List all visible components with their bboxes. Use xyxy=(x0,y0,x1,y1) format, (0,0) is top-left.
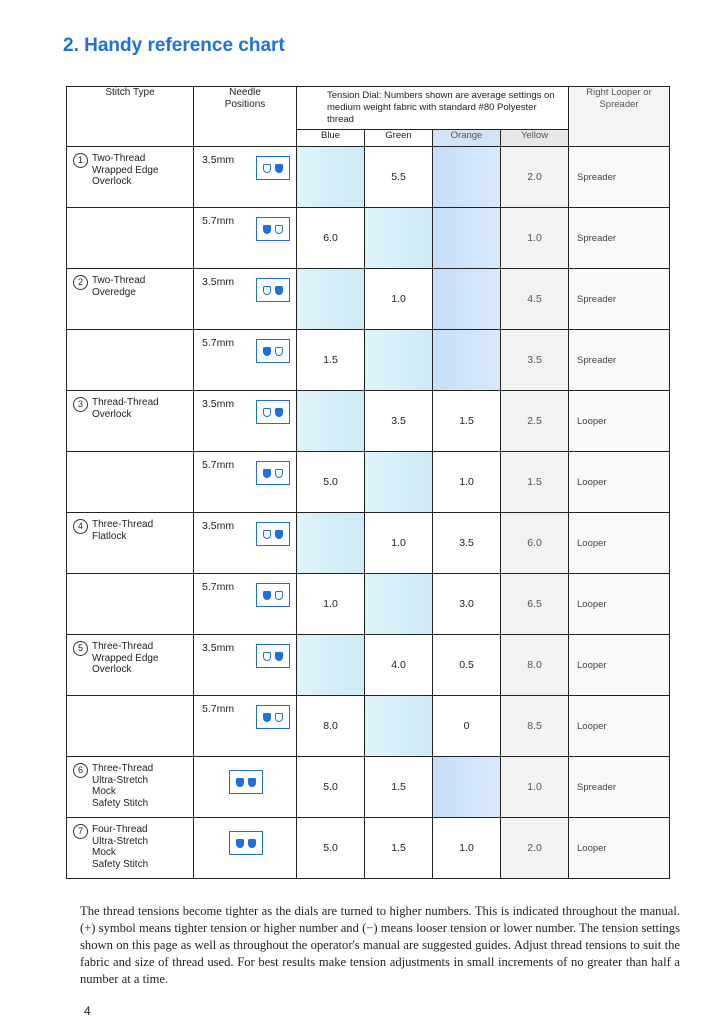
table-row xyxy=(67,574,670,635)
tension-orange-cell: 1.0 xyxy=(433,452,501,513)
tension-green-cell xyxy=(365,574,433,635)
needle-distance: 5.7mm xyxy=(202,703,235,715)
tension-yellow-cell: 1.0 xyxy=(501,208,569,269)
needle-position-icon xyxy=(256,644,290,668)
page-title: 2. Handy reference chart xyxy=(63,35,285,56)
right-looper-cell: Spreader xyxy=(569,269,670,330)
needle-distance: 5.7mm xyxy=(202,337,235,349)
table-row xyxy=(67,330,670,391)
tension-blue-cell: 8.0 xyxy=(297,696,365,757)
needle-position-cell xyxy=(194,269,297,330)
tension-green-cell xyxy=(365,330,433,391)
needle-position-icon xyxy=(256,156,290,180)
header-tension-dial: Tension Dial: Numbers shown are average settings on medium weight fabric with standard #80 Polyester thread xyxy=(297,87,569,130)
tension-orange-cell: 3.5 xyxy=(433,513,501,574)
tension-green-cell: 3.5 xyxy=(365,391,433,452)
stitch-number-badge: 1 xyxy=(73,153,88,168)
tension-blue-cell xyxy=(297,147,365,208)
needle-position-cell xyxy=(194,757,297,818)
page-number: 4 xyxy=(84,1004,91,1018)
needle-position-icon xyxy=(256,217,290,241)
tension-note-paragraph: The thread tensions become tighter as the dials are turned to higher numbers. This is indicated throughout the manual. (+) symbol means tighter tension or higher number and (−) means looser tension or lower number. The tension settings shown on this page as well as throughout the operator's manual are suggested guides. Adjust thread tensions to suit the fabric and size of thread used. For best results make tension adjustments in small increments of no greater than half a number at a time. xyxy=(80,904,680,986)
stitch-type-cell xyxy=(67,757,194,818)
header-stitch-type: Stitch Type xyxy=(67,87,194,147)
tension-green-cell: 1.5 xyxy=(365,818,433,879)
reference-chart-table xyxy=(66,86,670,879)
needle-distance: 3.5mm xyxy=(202,642,235,654)
header-green: Green xyxy=(365,130,433,147)
needle-position-cell xyxy=(194,147,297,208)
stitch-type-cell xyxy=(67,391,194,452)
tension-blue-cell xyxy=(297,269,365,330)
needle-distance: 5.7mm xyxy=(202,215,235,227)
right-looper-cell: Spreader xyxy=(569,208,670,269)
tension-orange-cell: 1.0 xyxy=(433,818,501,879)
tension-blue-cell xyxy=(297,635,365,696)
needle-distance: 3.5mm xyxy=(202,398,235,410)
tension-green-cell xyxy=(365,696,433,757)
right-looper-cell: Spreader xyxy=(569,147,670,208)
stitch-number-badge: 5 xyxy=(73,641,88,656)
table-row xyxy=(67,818,670,879)
stitch-type-cell xyxy=(67,818,194,879)
stitch-type-label: Three-Thread Wrapped Edge Overlock xyxy=(92,641,159,675)
stitch-type-cell xyxy=(67,330,194,391)
right-looper-cell: Looper xyxy=(569,513,670,574)
header-needle-positions: Needle Positions xyxy=(194,87,297,147)
tension-orange-cell: 0 xyxy=(433,696,501,757)
stitch-type-cell xyxy=(67,696,194,757)
stitch-type-cell xyxy=(67,452,194,513)
tension-orange-cell xyxy=(433,330,501,391)
tension-green-cell: 1.5 xyxy=(365,757,433,818)
right-looper-cell: Looper xyxy=(569,635,670,696)
tension-green-cell: 1.0 xyxy=(365,269,433,330)
tension-blue-cell: 5.0 xyxy=(297,452,365,513)
table-row xyxy=(67,513,670,574)
tension-green-cell: 1.0 xyxy=(365,513,433,574)
tension-green-cell xyxy=(365,208,433,269)
needle-position-cell xyxy=(194,208,297,269)
table-row xyxy=(67,391,670,452)
header-right-looper: Right Looper or Spreader xyxy=(569,87,670,147)
stitch-type-cell xyxy=(67,208,194,269)
stitch-type-label: Two-Thread Overedge xyxy=(92,275,146,298)
tension-blue-cell: 5.0 xyxy=(297,818,365,879)
tension-yellow-cell: 8.0 xyxy=(501,635,569,696)
needle-distance: 3.5mm xyxy=(202,276,235,288)
table-row xyxy=(67,147,670,208)
tension-blue-cell xyxy=(297,513,365,574)
tension-blue-cell: 6.0 xyxy=(297,208,365,269)
needle-position-icon xyxy=(256,400,290,424)
tension-orange-cell: 0.5 xyxy=(433,635,501,696)
tension-orange-cell xyxy=(433,147,501,208)
tension-yellow-cell: 6.5 xyxy=(501,574,569,635)
needle-distance: 5.7mm xyxy=(202,581,235,593)
tension-green-cell xyxy=(365,452,433,513)
needle-position-cell xyxy=(194,513,297,574)
header-blue: Blue xyxy=(297,130,365,147)
needle-distance: 3.5mm xyxy=(202,520,235,532)
stitch-number-badge: 4 xyxy=(73,519,88,534)
right-looper-cell: Looper xyxy=(569,696,670,757)
needle-position-cell xyxy=(194,391,297,452)
stitch-number-badge: 2 xyxy=(73,275,88,290)
stitch-type-label: Thread-Thread Overlock xyxy=(92,397,159,420)
stitch-type-cell xyxy=(67,635,194,696)
stitch-type-label: Four-Thread Ultra-Stretch Mock Safety Stitch xyxy=(92,824,149,870)
stitch-type-cell xyxy=(67,269,194,330)
stitch-number-badge: 7 xyxy=(73,824,88,839)
right-looper-cell: Looper xyxy=(569,818,670,879)
right-looper-cell: Spreader xyxy=(569,757,670,818)
tension-orange-cell xyxy=(433,208,501,269)
header-orange: Orange xyxy=(433,130,501,147)
right-looper-cell: Looper xyxy=(569,574,670,635)
stitch-type-cell xyxy=(67,513,194,574)
stitch-number-badge: 3 xyxy=(73,397,88,412)
tension-yellow-cell: 2.5 xyxy=(501,391,569,452)
table-row xyxy=(67,452,670,513)
needle-position-icon xyxy=(229,831,263,855)
tension-blue-cell: 5.0 xyxy=(297,757,365,818)
table-row xyxy=(67,696,670,757)
stitch-type-label: Three-Thread Ultra-Stretch Mock Safety Stitch xyxy=(92,763,154,809)
tension-yellow-cell: 4.5 xyxy=(501,269,569,330)
tension-green-cell: 4.0 xyxy=(365,635,433,696)
needle-position-cell xyxy=(194,452,297,513)
table-row xyxy=(67,757,670,818)
tension-yellow-cell: 2.0 xyxy=(501,147,569,208)
tension-yellow-cell: 2.0 xyxy=(501,818,569,879)
tension-yellow-cell: 3.5 xyxy=(501,330,569,391)
needle-position-icon xyxy=(256,339,290,363)
tension-yellow-cell: 6.0 xyxy=(501,513,569,574)
needle-position-icon xyxy=(256,461,290,485)
tension-orange-cell xyxy=(433,269,501,330)
table-row xyxy=(67,208,670,269)
stitch-type-cell xyxy=(67,574,194,635)
needle-position-cell xyxy=(194,696,297,757)
needle-position-icon xyxy=(256,278,290,302)
needle-position-icon xyxy=(256,522,290,546)
needle-position-icon xyxy=(229,770,263,794)
tension-orange-cell xyxy=(433,757,501,818)
stitch-type-cell xyxy=(67,147,194,208)
tension-orange-cell: 1.5 xyxy=(433,391,501,452)
needle-position-icon xyxy=(256,705,290,729)
needle-position-icon xyxy=(256,583,290,607)
needle-distance: 5.7mm xyxy=(202,459,235,471)
right-looper-cell: Looper xyxy=(569,391,670,452)
tension-green-cell: 5.5 xyxy=(365,147,433,208)
tension-blue-cell: 1.0 xyxy=(297,574,365,635)
needle-distance: 3.5mm xyxy=(202,154,235,166)
needle-position-cell xyxy=(194,574,297,635)
table-row xyxy=(67,635,670,696)
stitch-type-label: Three-Thread Flatlock xyxy=(92,519,154,542)
right-looper-cell: Spreader xyxy=(569,330,670,391)
tension-yellow-cell: 1.5 xyxy=(501,452,569,513)
tension-blue-cell: 1.5 xyxy=(297,330,365,391)
needle-position-cell xyxy=(194,635,297,696)
stitch-number-badge: 6 xyxy=(73,763,88,778)
tension-yellow-cell: 8.5 xyxy=(501,696,569,757)
header-yellow: Yellow xyxy=(501,130,569,147)
tension-yellow-cell: 1.0 xyxy=(501,757,569,818)
tension-blue-cell xyxy=(297,391,365,452)
tension-orange-cell: 3.0 xyxy=(433,574,501,635)
right-looper-cell: Looper xyxy=(569,452,670,513)
stitch-type-label: Two-Thread Wrapped Edge Overlock xyxy=(92,153,159,187)
needle-position-cell xyxy=(194,818,297,879)
table-row xyxy=(67,269,670,330)
needle-position-cell xyxy=(194,330,297,391)
